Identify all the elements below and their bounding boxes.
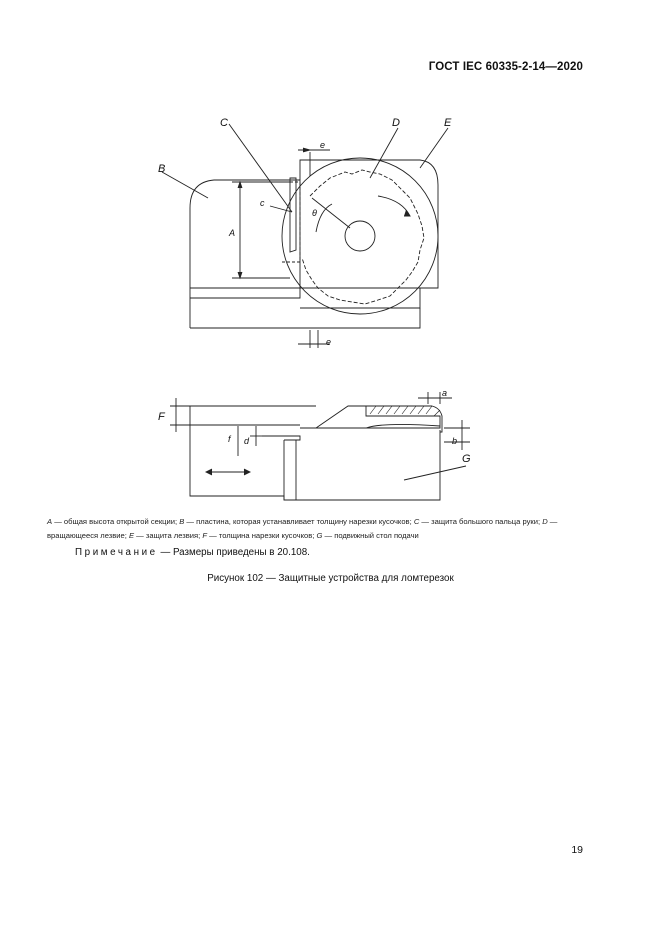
blade-guard: [300, 160, 438, 308]
legend-key-c: C: [413, 517, 420, 526]
label-e-top: e: [320, 140, 326, 150]
legend-key-b: B: [179, 517, 185, 526]
legend-key-f: F: [202, 531, 207, 540]
label-d: D: [392, 117, 400, 129]
label-a: A: [229, 228, 236, 238]
note-text: — Размеры приведены в 20.108.: [157, 547, 310, 558]
legend-key-e: E: [128, 531, 135, 540]
blade-hub: [345, 221, 375, 251]
legend-text-g: — подвижный стол подачи: [322, 531, 419, 540]
legend-text-d: — вращающееся лезвие;: [47, 517, 558, 540]
label-f-small: f: [228, 434, 231, 444]
label-theta: θ: [312, 208, 317, 218]
note-label: Примечание: [75, 547, 158, 558]
legend-text-e: — защита лезвия;: [134, 531, 203, 540]
legend-text-a: — общая высота открытой секции;: [52, 517, 180, 526]
label-e-bottom: e: [326, 337, 332, 347]
figure-legend: [47, 515, 585, 543]
thumb-guard: [290, 178, 296, 252]
base-outline: [190, 406, 440, 500]
rotating-blade: [282, 158, 438, 314]
label-b-small: b: [452, 436, 458, 446]
housing-outline: [190, 180, 300, 328]
label-c-upper: C: [220, 117, 228, 129]
label-a-small: a: [442, 388, 448, 398]
label-b: B: [158, 163, 166, 175]
label-c-lower: c: [260, 198, 265, 208]
figure-note: [75, 547, 310, 558]
legend-key-a: A: [47, 517, 53, 526]
label-e-upper: E: [444, 117, 452, 129]
label-d-small: d: [244, 436, 250, 446]
label-g: G: [462, 453, 471, 465]
legend-key-g: G: [316, 531, 323, 540]
legend-text-b: — пластина, которая устанавливает толщину нарезки кусочков;: [184, 517, 414, 526]
page-number: 19: [571, 844, 583, 856]
legend-key-d: D: [542, 517, 548, 526]
legend-text-c: — защита большого пальца руки;: [419, 517, 543, 526]
legend-text-f: — толщина нарезки кусочков;: [207, 531, 317, 540]
label-f-upper: F: [158, 411, 165, 423]
figure-title: Рисунок 102 — Защитные устройства для ломтерезок: [207, 573, 454, 584]
standard-header: ГОСТ IEC 60335-2-14—2020: [428, 61, 583, 73]
